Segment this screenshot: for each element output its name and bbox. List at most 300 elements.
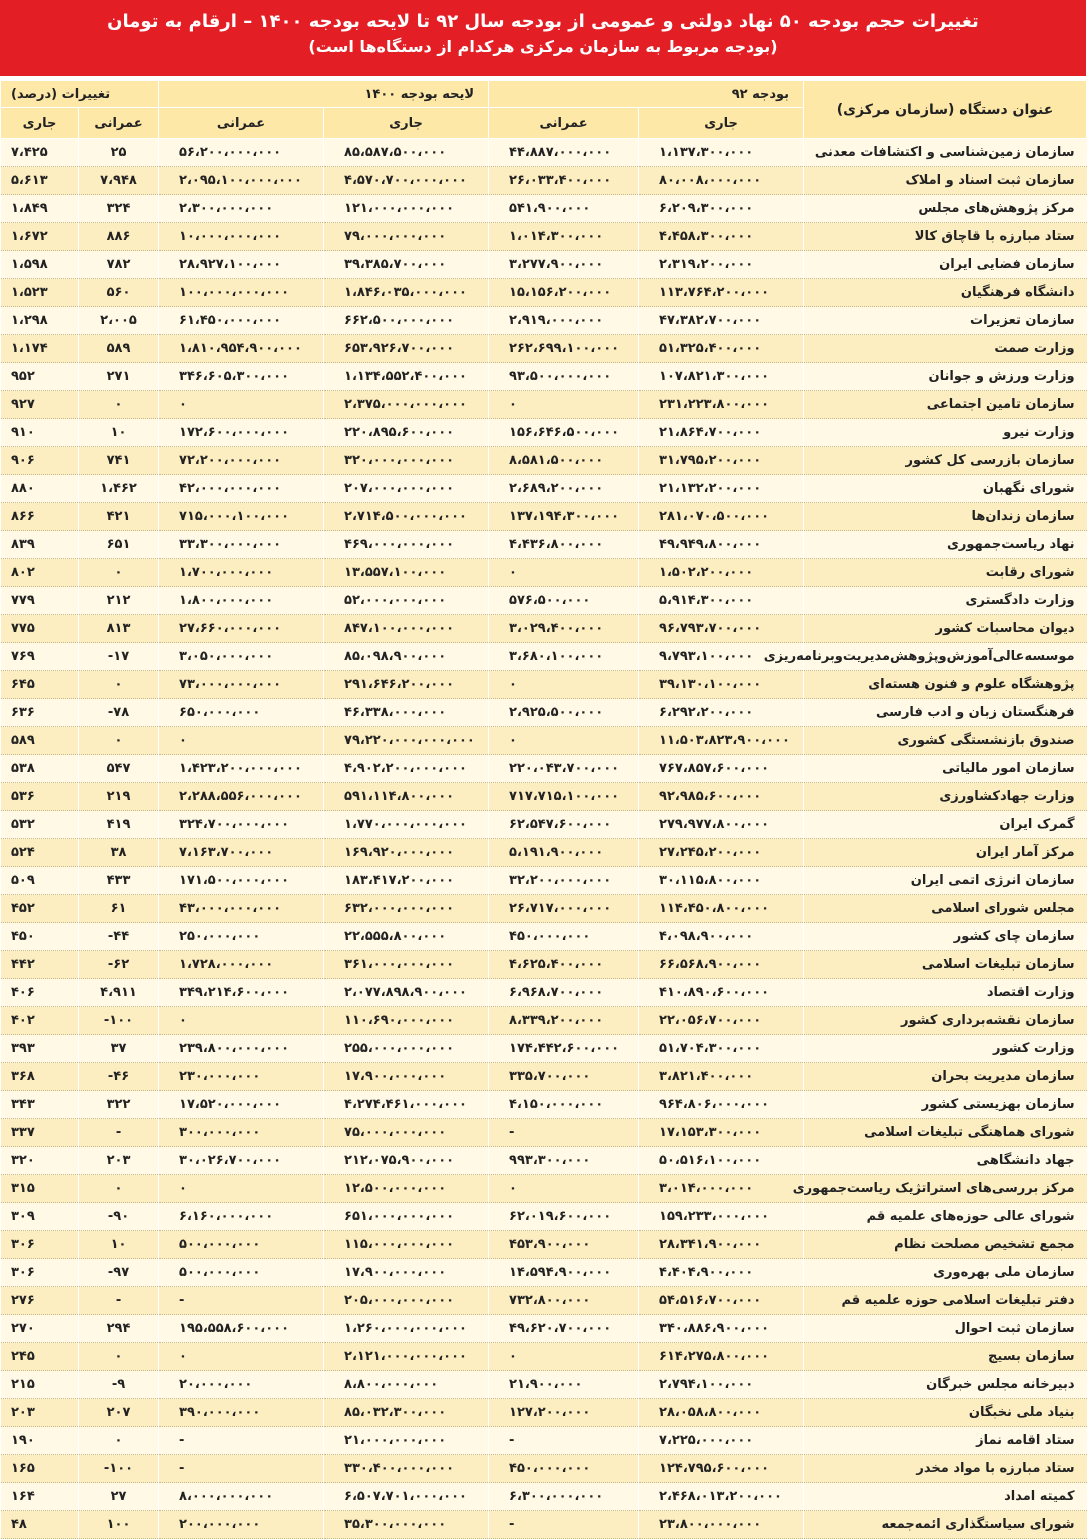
bill1400-current: ۱۲۱،۰۰۰،۰۰۰،۰۰۰ xyxy=(324,195,489,223)
table-row xyxy=(1,167,1087,195)
bill1400-current: ۳۵،۳۰۰،۰۰۰،۰۰۰ xyxy=(324,1511,489,1539)
table-row xyxy=(1,895,1087,923)
change-current: ۹۵۲ xyxy=(1,363,79,391)
header-change-current: جاری xyxy=(1,108,79,139)
bill1400-current: ۶،۵۰۷،۷۰۱،۰۰۰،۰۰۰ xyxy=(324,1483,489,1511)
budget92-development: ۴۹،۶۲۰،۷۰۰،۰۰۰ xyxy=(489,1315,639,1343)
budget92-current: ۱۱۳،۷۶۴،۲۰۰،۰۰۰ xyxy=(639,279,804,307)
change-development: ۱۰ xyxy=(79,419,159,447)
change-development: ۴۲۱ xyxy=(79,503,159,531)
change-current: ۲۱۵ xyxy=(1,1371,79,1399)
budget92-current: ۷۶۷،۸۵۷،۶۰۰،۰۰۰ xyxy=(639,755,804,783)
change-current: ۲۷۶ xyxy=(1,1287,79,1315)
change-development: ۲۷ xyxy=(79,1483,159,1511)
table-row xyxy=(1,1231,1087,1259)
table-row xyxy=(1,1427,1087,1455)
org-name: شورای رقابت xyxy=(804,559,1087,587)
bill1400-current: ۴۶،۳۳۸،۰۰۰،۰۰۰ xyxy=(324,699,489,727)
table-row xyxy=(1,1007,1087,1035)
page-subtitle: (بودجه مربوط به سازمان مرکزی هرکدام از دستگاه‌ها است) xyxy=(308,37,778,56)
bill1400-current: ۸۵،۰۹۸،۹۰۰،۰۰۰ xyxy=(324,643,489,671)
table-row xyxy=(1,783,1087,811)
budget92-development: ۳۲،۲۰۰،۰۰۰،۰۰۰ xyxy=(489,867,639,895)
table-row xyxy=(1,139,1087,167)
org-name: کمیته امداد xyxy=(804,1483,1087,1511)
org-name: وزارت اقتصاد xyxy=(804,979,1087,1007)
budget92-current: ۳۱،۷۹۵،۲۰۰،۰۰۰ xyxy=(639,447,804,475)
budget92-development: ۰ xyxy=(489,559,639,587)
bill1400-current: ۷۹،۰۰۰،۰۰۰،۰۰۰ xyxy=(324,223,489,251)
change-current: ۸۳۹ xyxy=(1,531,79,559)
budget92-development: ۱۷۴،۴۴۲،۶۰۰،۰۰۰ xyxy=(489,1035,639,1063)
table-row xyxy=(1,811,1087,839)
change-current: ۷۶۹ xyxy=(1,643,79,671)
change-current: ۱،۸۴۹ xyxy=(1,195,79,223)
change-current: ۳۲۰ xyxy=(1,1147,79,1175)
org-name: سازمان تبلیغات اسلامی xyxy=(804,951,1087,979)
change-current: ۶۴۵ xyxy=(1,671,79,699)
budget92-current: ۲۸۱،۰۷۰،۵۰۰،۰۰۰ xyxy=(639,503,804,531)
table-row xyxy=(1,195,1087,223)
change-development: -۹۰ xyxy=(79,1203,159,1231)
table-row xyxy=(1,391,1087,419)
bill1400-current: ۲،۳۷۵،۰۰۰،۰۰۰،۰۰۰ xyxy=(324,391,489,419)
bill1400-current: ۶۶۲،۵۰۰،۰۰۰،۰۰۰ xyxy=(324,307,489,335)
header-1400-development: عمرانی xyxy=(159,108,324,139)
bill1400-development: ۱،۸۱۰،۹۵۴،۹۰۰،۰۰۰ xyxy=(159,335,324,363)
bill1400-development: ۳۰،۰۲۶،۷۰۰،۰۰۰ xyxy=(159,1147,324,1175)
budget92-development: ۲۶،۷۱۷،۰۰۰،۰۰۰ xyxy=(489,895,639,923)
budget92-development: ۳۳۵،۷۰۰،۰۰۰ xyxy=(489,1063,639,1091)
bill1400-current: ۱،۸۴۶،۰۳۵،۰۰۰،۰۰۰ xyxy=(324,279,489,307)
bill1400-development: ۱۷،۵۲۰،۰۰۰،۰۰۰ xyxy=(159,1091,324,1119)
bill1400-current: ۲۵۵،۰۰۰،۰۰۰،۰۰۰ xyxy=(324,1035,489,1063)
change-current: ۵۳۸ xyxy=(1,755,79,783)
org-name: مجمع تشخیص مصلحت نظام xyxy=(804,1231,1087,1259)
budget92-current: ۳،۸۲۱،۴۰۰،۰۰۰ xyxy=(639,1063,804,1091)
budget92-current: ۴۹،۹۴۹،۸۰۰،۰۰۰ xyxy=(639,531,804,559)
change-current: ۷۷۵ xyxy=(1,615,79,643)
budget92-development: - xyxy=(489,1511,639,1539)
change-development: ۰ xyxy=(79,671,159,699)
bill1400-development: ۳۴۶،۶۰۵،۳۰۰،۰۰۰ xyxy=(159,363,324,391)
change-development: ۶۱ xyxy=(79,895,159,923)
org-name: دبیرخانه مجلس خبرگان xyxy=(804,1371,1087,1399)
budget92-current: ۲۱،۱۳۲،۲۰۰،۰۰۰ xyxy=(639,475,804,503)
budget92-current: ۱۵۹،۲۳۳،۰۰۰،۰۰۰ xyxy=(639,1203,804,1231)
budget92-development: ۸،۳۳۹،۲۰۰،۰۰۰ xyxy=(489,1007,639,1035)
bill1400-development: ۲،۲۸۸،۵۵۶،۰۰۰،۰۰۰ xyxy=(159,783,324,811)
org-name: شورای هماهنگی تبلیغات اسلامی xyxy=(804,1119,1087,1147)
table-row xyxy=(1,1147,1087,1175)
bill1400-development: ۰ xyxy=(159,1343,324,1371)
change-development: ۲۹۴ xyxy=(79,1315,159,1343)
budget92-development: ۰ xyxy=(489,727,639,755)
table-row xyxy=(1,1315,1087,1343)
table-row xyxy=(1,1455,1087,1483)
bill1400-development: ۱،۷۲۸،۰۰۰،۰۰۰ xyxy=(159,951,324,979)
change-development: ۳۸ xyxy=(79,839,159,867)
budget92-current: ۴،۴۵۸،۳۰۰،۰۰۰ xyxy=(639,223,804,251)
budget92-development: ۱۵،۱۵۶،۲۰۰،۰۰۰ xyxy=(489,279,639,307)
org-name: جهاد دانشگاهی xyxy=(804,1147,1087,1175)
bill1400-development: ۶،۱۶۰،۰۰۰،۰۰۰ xyxy=(159,1203,324,1231)
bill1400-current: ۱۳،۵۵۷،۱۰۰،۰۰۰ xyxy=(324,559,489,587)
bill1400-development: ۱۰۰،۰۰۰،۰۰۰،۰۰۰ xyxy=(159,279,324,307)
budget92-development: ۴۴،۸۸۷،۰۰۰،۰۰۰ xyxy=(489,139,639,167)
header-1400-current: جاری xyxy=(324,108,489,139)
table-row xyxy=(1,503,1087,531)
change-development: ۳۲۲ xyxy=(79,1091,159,1119)
bill1400-current: ۲۱۲،۰۷۵،۹۰۰،۰۰۰ xyxy=(324,1147,489,1175)
bill1400-development: ۴۲،۰۰۰،۰۰۰،۰۰۰ xyxy=(159,475,324,503)
change-development: ۷۴۱ xyxy=(79,447,159,475)
org-name: سازمان بازرسی کل کشور xyxy=(804,447,1087,475)
change-development: - xyxy=(79,1119,159,1147)
bill1400-current: ۴،۲۷۴،۴۶۱،۰۰۰،۰۰۰ xyxy=(324,1091,489,1119)
budget92-current: ۳۰،۱۱۵،۸۰۰،۰۰۰ xyxy=(639,867,804,895)
table-row xyxy=(1,643,1087,671)
header-change-development: عمرانی xyxy=(79,108,159,139)
change-current: ۹۱۰ xyxy=(1,419,79,447)
bill1400-current: ۸۵،۵۸۷،۵۰۰،۰۰۰ xyxy=(324,139,489,167)
budget92-development: ۳،۲۷۷،۹۰۰،۰۰۰ xyxy=(489,251,639,279)
budget92-development: ۴۵۰،۰۰۰،۰۰۰ xyxy=(489,923,639,951)
org-name: سازمان ملی بهره‌وری xyxy=(804,1259,1087,1287)
budget92-development: ۲،۹۲۵،۵۰۰،۰۰۰ xyxy=(489,699,639,727)
table-row xyxy=(1,1511,1087,1539)
bill1400-current: ۲۰۵،۰۰۰،۰۰۰،۰۰۰ xyxy=(324,1287,489,1315)
budget92-current: ۶۶،۵۶۸،۹۰۰،۰۰۰ xyxy=(639,951,804,979)
change-development: -۱۷ xyxy=(79,643,159,671)
change-development: ۲۵ xyxy=(79,139,159,167)
budget92-development: ۲۱،۹۰۰،۰۰۰ xyxy=(489,1371,639,1399)
budget92-development: - xyxy=(489,1119,639,1147)
table-row xyxy=(1,615,1087,643)
budget92-current: ۶۱۴،۲۷۵،۸۰۰،۰۰۰ xyxy=(639,1343,804,1371)
budget92-current: ۹،۷۹۳،۱۰۰،۰۰۰ xyxy=(639,643,804,671)
change-development: ۱۰ xyxy=(79,1231,159,1259)
header-budget-92: بودجه ۹۲ xyxy=(489,81,804,108)
bill1400-development: ۲۰۰،۰۰۰،۰۰۰ xyxy=(159,1511,324,1539)
budget92-development: ۳،۶۸۰،۱۰۰،۰۰۰ xyxy=(489,643,639,671)
bill1400-current: ۷۵،۰۰۰،۰۰۰،۰۰۰ xyxy=(324,1119,489,1147)
bill1400-current: ۱۲،۵۰۰،۰۰۰،۰۰۰ xyxy=(324,1175,489,1203)
budget92-current: ۶،۲۹۲،۲۰۰،۰۰۰ xyxy=(639,699,804,727)
budget92-development: ۲۲۰،۰۴۳،۷۰۰،۰۰۰ xyxy=(489,755,639,783)
change-current: ۲۰۳ xyxy=(1,1399,79,1427)
budget92-development: ۱۴،۵۹۴،۹۰۰،۰۰۰ xyxy=(489,1259,639,1287)
budget92-development: ۱۲۷،۲۰۰،۰۰۰ xyxy=(489,1399,639,1427)
change-current: ۵۳۲ xyxy=(1,811,79,839)
change-development: ۴۳۳ xyxy=(79,867,159,895)
org-name: سازمان بسیج xyxy=(804,1343,1087,1371)
bill1400-current: ۳۲۰،۰۰۰،۰۰۰،۰۰۰ xyxy=(324,447,489,475)
change-development: ۰ xyxy=(79,559,159,587)
bill1400-current: ۸۵،۰۳۲،۳۰۰،۰۰۰ xyxy=(324,1399,489,1427)
table-row xyxy=(1,223,1087,251)
bill1400-current: ۸،۸۰۰،۰۰۰،۰۰۰ xyxy=(324,1371,489,1399)
change-current: ۶۳۶ xyxy=(1,699,79,727)
budget92-current: ۲،۳۱۹،۲۰۰،۰۰۰ xyxy=(639,251,804,279)
budget92-current: ۲،۷۹۴،۱۰۰،۰۰۰ xyxy=(639,1371,804,1399)
bill1400-development: ۲۸،۹۲۷،۱۰۰،۰۰۰ xyxy=(159,251,324,279)
budget92-development: ۱،۰۱۴،۳۰۰،۰۰۰ xyxy=(489,223,639,251)
change-development: ۴،۹۱۱ xyxy=(79,979,159,1007)
budget92-current: ۲۸،۰۵۸،۸۰۰،۰۰۰ xyxy=(639,1399,804,1427)
org-name: سازمان ثبت احوال xyxy=(804,1315,1087,1343)
change-current: ۱۹۰ xyxy=(1,1427,79,1455)
bill1400-development: ۲،۳۰۰،۰۰۰،۰۰۰ xyxy=(159,195,324,223)
budget92-current: ۲۷،۲۴۵،۲۰۰،۰۰۰ xyxy=(639,839,804,867)
change-current: ۴۰۶ xyxy=(1,979,79,1007)
change-current: ۵۲۴ xyxy=(1,839,79,867)
bill1400-development: ۱،۴۲۳،۲۰۰،۰۰۰،۰۰۰ xyxy=(159,755,324,783)
bill1400-current: ۴،۹۰۲،۲۰۰،۰۰۰،۰۰۰ xyxy=(324,755,489,783)
org-name: سازمان فضایی ایران xyxy=(804,251,1087,279)
org-name: سازمان زندان‌ها xyxy=(804,503,1087,531)
change-development: ۰ xyxy=(79,727,159,755)
budget-table xyxy=(0,80,1087,1539)
org-name: سازمان ثبت اسناد و املاک xyxy=(804,167,1087,195)
bill1400-current: ۳۹،۳۸۵،۷۰۰،۰۰۰ xyxy=(324,251,489,279)
table-row xyxy=(1,307,1087,335)
budget92-development: ۲،۶۸۹،۲۰۰،۰۰۰ xyxy=(489,475,639,503)
change-current: ۱۶۴ xyxy=(1,1483,79,1511)
title-banner xyxy=(0,0,1086,76)
header-organization: عنوان دستگاه (سازمان مرکزی) xyxy=(804,81,1087,139)
change-current: ۷۷۹ xyxy=(1,587,79,615)
budget92-current: ۱۰۷،۸۲۱،۳۰۰،۰۰۰ xyxy=(639,363,804,391)
change-development: - xyxy=(79,1287,159,1315)
budget92-current: ۱۲۴،۷۹۵،۶۰۰،۰۰۰ xyxy=(639,1455,804,1483)
change-current: ۵۰۹ xyxy=(1,867,79,895)
budget92-development: ۲،۹۱۹،۰۰۰،۰۰۰ xyxy=(489,307,639,335)
change-current: ۹۲۷ xyxy=(1,391,79,419)
change-development: ۰ xyxy=(79,391,159,419)
bill1400-current: ۵۹۱،۱۱۴،۸۰۰،۰۰۰ xyxy=(324,783,489,811)
bill1400-development: ۱۷۱،۵۰۰،۰۰۰،۰۰۰ xyxy=(159,867,324,895)
change-development: -۶۲ xyxy=(79,951,159,979)
budget92-development: ۵،۱۹۱،۹۰۰،۰۰۰ xyxy=(489,839,639,867)
budget92-current: ۱۱،۵۰۳،۸۲۳،۹۰۰،۰۰۰ xyxy=(639,727,804,755)
change-current: ۳۰۹ xyxy=(1,1203,79,1231)
budget92-current: ۴،۰۹۸،۹۰۰،۰۰۰ xyxy=(639,923,804,951)
change-current: ۹۰۶ xyxy=(1,447,79,475)
change-development: ۷،۹۴۸ xyxy=(79,167,159,195)
budget92-development: ۴۵۰،۰۰۰،۰۰۰ xyxy=(489,1455,639,1483)
org-name: سازمان نقشه‌برداری کشور xyxy=(804,1007,1087,1035)
org-name: مرکز آمار ایران xyxy=(804,839,1087,867)
org-name: سازمان تامین اجتماعی xyxy=(804,391,1087,419)
budget92-development: ۷۱۷،۷۱۵،۱۰۰،۰۰۰ xyxy=(489,783,639,811)
budget92-current: ۲۸،۳۴۱،۹۰۰،۰۰۰ xyxy=(639,1231,804,1259)
budget92-development: ۴،۱۵۰،۰۰۰،۰۰۰ xyxy=(489,1091,639,1119)
budget92-current: ۵۱،۷۰۴،۳۰۰،۰۰۰ xyxy=(639,1035,804,1063)
bill1400-development: ۲۳۰،۰۰۰،۰۰۰ xyxy=(159,1063,324,1091)
bill1400-development: ۱،۸۰۰،۰۰۰،۰۰۰ xyxy=(159,587,324,615)
header-bill-1400: لایحه بودجه ۱۴۰۰ xyxy=(159,81,489,108)
org-name: پژوهشگاه علوم و فنون هسته‌ای xyxy=(804,671,1087,699)
bill1400-development: - xyxy=(159,1455,324,1483)
table-row xyxy=(1,587,1087,615)
budget92-development: ۲۶۲،۶۹۹،۱۰۰،۰۰۰ xyxy=(489,335,639,363)
budget92-development: ۶۲،۰۱۹،۶۰۰،۰۰۰ xyxy=(489,1203,639,1231)
bill1400-development: ۵۰۰،۰۰۰،۰۰۰ xyxy=(159,1231,324,1259)
table-row xyxy=(1,1483,1087,1511)
budget92-current: ۷،۲۲۵،۰۰۰،۰۰۰ xyxy=(639,1427,804,1455)
change-development: ۲۷۱ xyxy=(79,363,159,391)
bill1400-development: ۷۱۵،۰۰۰،۱۰۰،۰۰۰ xyxy=(159,503,324,531)
table-row xyxy=(1,1399,1087,1427)
org-name: وزارت صمت xyxy=(804,335,1087,363)
change-current: ۳۰۶ xyxy=(1,1231,79,1259)
table-row xyxy=(1,363,1087,391)
budget92-development: ۰ xyxy=(489,671,639,699)
budget92-development: ۴۵۳،۹۰۰،۰۰۰ xyxy=(489,1231,639,1259)
change-development: ۳۷ xyxy=(79,1035,159,1063)
budget92-current: ۲۲،۰۵۶،۷۰۰،۰۰۰ xyxy=(639,1007,804,1035)
budget92-current: ۲۳،۸۰۰،۰۰۰،۰۰۰ xyxy=(639,1511,804,1539)
bill1400-current: ۲،۰۷۷،۸۹۸،۹۰۰،۰۰۰ xyxy=(324,979,489,1007)
bill1400-development: ۳۳،۳۰۰،۰۰۰،۰۰۰ xyxy=(159,531,324,559)
change-development: ۸۱۳ xyxy=(79,615,159,643)
budget92-current: ۵۱،۳۲۵،۴۰۰،۰۰۰ xyxy=(639,335,804,363)
org-name: سازمان تعزیرات xyxy=(804,307,1087,335)
budget92-development: ۶۲،۵۴۷،۶۰۰،۰۰۰ xyxy=(489,811,639,839)
change-current: ۱،۵۹۸ xyxy=(1,251,79,279)
budget92-current: ۸۰،۰۰۸،۰۰۰،۰۰۰ xyxy=(639,167,804,195)
budget92-current: ۵،۹۱۴،۳۰۰،۰۰۰ xyxy=(639,587,804,615)
org-name: ستاد مبارزه با قاچاق کالا xyxy=(804,223,1087,251)
table-row xyxy=(1,335,1087,363)
change-development: ۱۰۰ xyxy=(79,1511,159,1539)
change-development: ۴۱۹ xyxy=(79,811,159,839)
org-name: شورای سیاستگذاری ائمه‌جمعه xyxy=(804,1511,1087,1539)
budget92-current: ۶،۲۰۹،۳۰۰،۰۰۰ xyxy=(639,195,804,223)
bill1400-current: ۳۳۰،۴۰۰،۰۰۰،۰۰۰ xyxy=(324,1455,489,1483)
change-current: ۲۴۵ xyxy=(1,1343,79,1371)
org-name: سازمان زمین‌شناسی و اکتشافات معدنی xyxy=(804,139,1087,167)
org-name: ستاد اقامه نماز xyxy=(804,1427,1087,1455)
bill1400-current: ۲۲۰،۸۹۵،۶۰۰،۰۰۰ xyxy=(324,419,489,447)
table-row xyxy=(1,419,1087,447)
table-row xyxy=(1,1119,1087,1147)
bill1400-development: ۵۶،۲۰۰،۰۰۰،۰۰۰ xyxy=(159,139,324,167)
bill1400-current: ۲۲،۵۵۵،۸۰۰،۰۰۰ xyxy=(324,923,489,951)
change-current: ۳۴۳ xyxy=(1,1091,79,1119)
bill1400-development: ۷،۱۶۳،۷۰۰،۰۰۰ xyxy=(159,839,324,867)
table-row xyxy=(1,755,1087,783)
bill1400-development: - xyxy=(159,1427,324,1455)
table-row xyxy=(1,531,1087,559)
bill1400-development: ۶۵۰،۰۰۰،۰۰۰ xyxy=(159,699,324,727)
budget92-current: ۹۲،۹۸۵،۶۰۰،۰۰۰ xyxy=(639,783,804,811)
change-current: ۸۰۲ xyxy=(1,559,79,587)
change-development: ۲،۰۰۵ xyxy=(79,307,159,335)
bill1400-development: - xyxy=(159,1287,324,1315)
org-name: سازمان مدیریت بحران xyxy=(804,1063,1087,1091)
table-row xyxy=(1,979,1087,1007)
budget92-development: ۹۳،۵۰۰،۰۰۰،۰۰۰ xyxy=(489,363,639,391)
change-current: ۴۴۲ xyxy=(1,951,79,979)
change-development: ۸۸۶ xyxy=(79,223,159,251)
table-row xyxy=(1,447,1087,475)
bill1400-development: ۰ xyxy=(159,1175,324,1203)
change-current: ۱۶۵ xyxy=(1,1455,79,1483)
change-current: ۳۹۳ xyxy=(1,1035,79,1063)
bill1400-development: ۱۷۲،۶۰۰،۰۰۰،۰۰۰ xyxy=(159,419,324,447)
bill1400-current: ۱۱۰،۶۹۰،۰۰۰،۰۰۰ xyxy=(324,1007,489,1035)
change-current: ۴۰۲ xyxy=(1,1007,79,1035)
change-development: ۱،۴۶۲ xyxy=(79,475,159,503)
org-name: سازمان امور مالیاتی xyxy=(804,755,1087,783)
change-development: ۶۵۱ xyxy=(79,531,159,559)
bill1400-current: ۱،۱۳۴،۵۵۲،۴۰۰،۰۰۰ xyxy=(324,363,489,391)
budget92-development: ۶،۹۶۸،۷۰۰،۰۰۰ xyxy=(489,979,639,1007)
budget92-current: ۴،۴۰۴،۹۰۰،۰۰۰ xyxy=(639,1259,804,1287)
bill1400-current: ۳۶۱،۰۰۰،۰۰۰،۰۰۰ xyxy=(324,951,489,979)
budget92-development: ۴،۶۲۵،۴۰۰،۰۰۰ xyxy=(489,951,639,979)
org-name: سازمان چای کشور xyxy=(804,923,1087,951)
budget92-current: ۹۶۴،۸۰۶،۰۰۰،۰۰۰ xyxy=(639,1091,804,1119)
org-name: مرکز بررسی‌های استراتژیک ریاست‌جمهوری xyxy=(804,1175,1087,1203)
change-current: ۸۶۶ xyxy=(1,503,79,531)
budget92-current: ۳۹،۱۳۰،۱۰۰،۰۰۰ xyxy=(639,671,804,699)
bill1400-development: ۳،۰۵۰،۰۰۰،۰۰۰ xyxy=(159,643,324,671)
bill1400-development: ۲۵۰،۰۰۰،۰۰۰ xyxy=(159,923,324,951)
budget92-development: ۰ xyxy=(489,1175,639,1203)
org-name: وزارت ورزش و جوانان xyxy=(804,363,1087,391)
bill1400-development: ۳۹۰،۰۰۰،۰۰۰ xyxy=(159,1399,324,1427)
change-development: ۷۸۲ xyxy=(79,251,159,279)
bill1400-development: ۰ xyxy=(159,727,324,755)
org-name: دانشگاه فرهنگیان xyxy=(804,279,1087,307)
change-current: ۵۳۶ xyxy=(1,783,79,811)
budget92-current: ۱،۱۳۷،۳۰۰،۰۰۰ xyxy=(639,139,804,167)
header-92-development: عمرانی xyxy=(489,108,639,139)
org-name: شورای عالی حوزه‌های علمیه قم xyxy=(804,1203,1087,1231)
org-name: بنیاد ملی نخبگان xyxy=(804,1399,1087,1427)
bill1400-development: ۱۰،۰۰۰،۰۰۰،۰۰۰ xyxy=(159,223,324,251)
budget92-development: ۵۴۱،۹۰۰،۰۰۰ xyxy=(489,195,639,223)
budget92-current: ۴۱۰،۸۹۰،۶۰۰،۰۰۰ xyxy=(639,979,804,1007)
org-name: وزارت کشور xyxy=(804,1035,1087,1063)
budget92-current: ۱،۵۰۲،۲۰۰،۰۰۰ xyxy=(639,559,804,587)
bill1400-development: ۴۳،۰۰۰،۰۰۰،۰۰۰ xyxy=(159,895,324,923)
change-current: ۲۷۰ xyxy=(1,1315,79,1343)
budget92-current: ۱۷،۱۵۳،۳۰۰،۰۰۰ xyxy=(639,1119,804,1147)
change-development: -۱۰۰ xyxy=(79,1007,159,1035)
table-row xyxy=(1,475,1087,503)
bill1400-development: ۲،۰۹۵،۱۰۰،۰۰۰،۰۰۰ xyxy=(159,167,324,195)
bill1400-development: ۰ xyxy=(159,391,324,419)
table-row xyxy=(1,1287,1087,1315)
bill1400-development: ۳۴۹،۲۱۴،۶۰۰،۰۰۰ xyxy=(159,979,324,1007)
budget92-current: ۳۴۰،۸۸۶،۹۰۰،۰۰۰ xyxy=(639,1315,804,1343)
change-current: ۱،۶۷۲ xyxy=(1,223,79,251)
change-development: ۰ xyxy=(79,1343,159,1371)
table-row xyxy=(1,559,1087,587)
budget92-development: ۸،۵۸۱،۵۰۰،۰۰۰ xyxy=(489,447,639,475)
table-row xyxy=(1,671,1087,699)
table-row xyxy=(1,1371,1087,1399)
change-current: ۳۶۸ xyxy=(1,1063,79,1091)
budget92-current: ۲۱،۸۶۴،۷۰۰،۰۰۰ xyxy=(639,419,804,447)
change-current: ۱،۱۷۴ xyxy=(1,335,79,363)
change-development: ۰ xyxy=(79,1427,159,1455)
bill1400-current: ۷۹،۲۲۰،۰۰۰،۰۰۰،۰۰۰ xyxy=(324,727,489,755)
